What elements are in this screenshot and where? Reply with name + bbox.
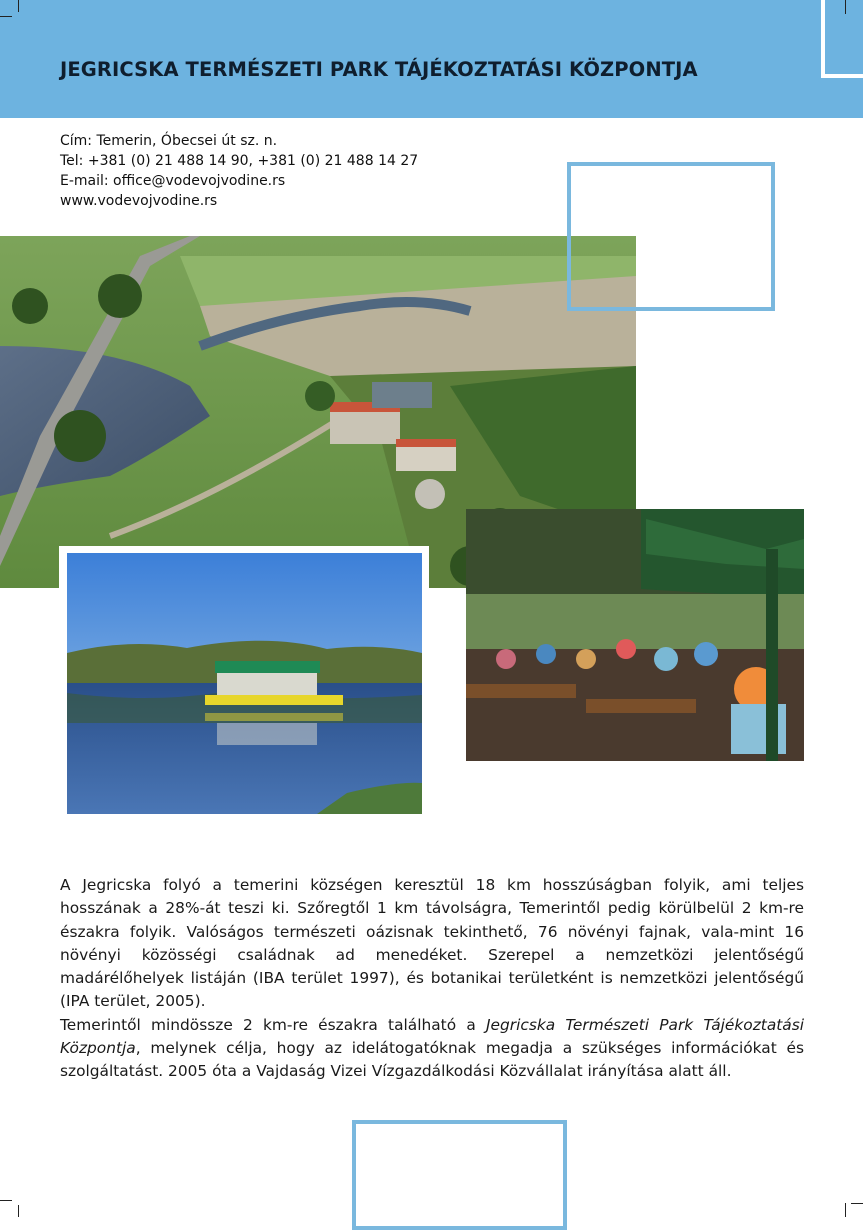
website-line: www.vodevojvodine.rs	[60, 193, 218, 209]
paragraph-1: A Jegricska folyó a temerini községen keresztül 18 km hosszúságban folyik, ami teljes hosszának a 28%-át teszi ki. Szőregtől 1 km távolságra, Temerintől pedig körülbelül 2 km-re északra folyik. Valóságos természeti oázisnak tekinthető, 76 növényi fajnak, vala-mint 16 növényi közösségi családnak ad menedéket. Szerepel a nemzetközi jelentőségű madárélőhelyek listáján (IBA terület 1997), és botanikai területként is nemzetközi jelentőségű (IPA terület, 2005).	[60, 876, 804, 1011]
page-title: JEGRICSKA TERMÉSZETI PARK TÁJÉKOZTATÁSI KÖZPONTJA	[60, 58, 698, 81]
paragraph-2-start: Temerintől mindössze 2 km-re északra található a	[60, 1015, 486, 1034]
paragraph-2-italic-name: Jegricska Természeti Park Tájékoztatási Központja	[60, 1015, 805, 1058]
crop-mark	[18, 1205, 19, 1217]
decorative-corner-frame	[821, 0, 863, 78]
crop-mark	[0, 1200, 12, 1201]
crop-mark	[851, 1203, 863, 1204]
crop-mark	[0, 16, 12, 17]
paragraph-2	[60, 1014, 804, 1084]
decorative-frame-bottom	[352, 1120, 567, 1230]
crop-mark	[845, 0, 846, 14]
contact-block	[60, 131, 418, 211]
crop-mark	[18, 0, 19, 12]
paragraph-2-end: , melynek célja, hogy az idelátogatóknak megadja a szükséges információkat és szolgáltatást. 2005 óta a Vajdaság Vizei Vízgazdálkodási Közvállalat irányítása alatt áll.	[60, 1039, 804, 1081]
boat-photo-illustration	[67, 553, 422, 814]
pavilion-photo-illustration	[466, 509, 804, 761]
email-line: E-mail: office@vodevojvodine.rs	[60, 173, 286, 189]
address-line: Cím: Temerin, Óbecsei út sz. n.	[60, 133, 278, 149]
crop-mark	[845, 1203, 846, 1217]
boat-photo	[67, 553, 422, 814]
description-text	[60, 874, 804, 1084]
phone-line: Tel: +381 (0) 21 488 14 90, +381 (0) 21 488 14 27	[60, 153, 419, 169]
decorative-frame-right	[567, 162, 775, 311]
pavilion-photo	[466, 509, 804, 761]
